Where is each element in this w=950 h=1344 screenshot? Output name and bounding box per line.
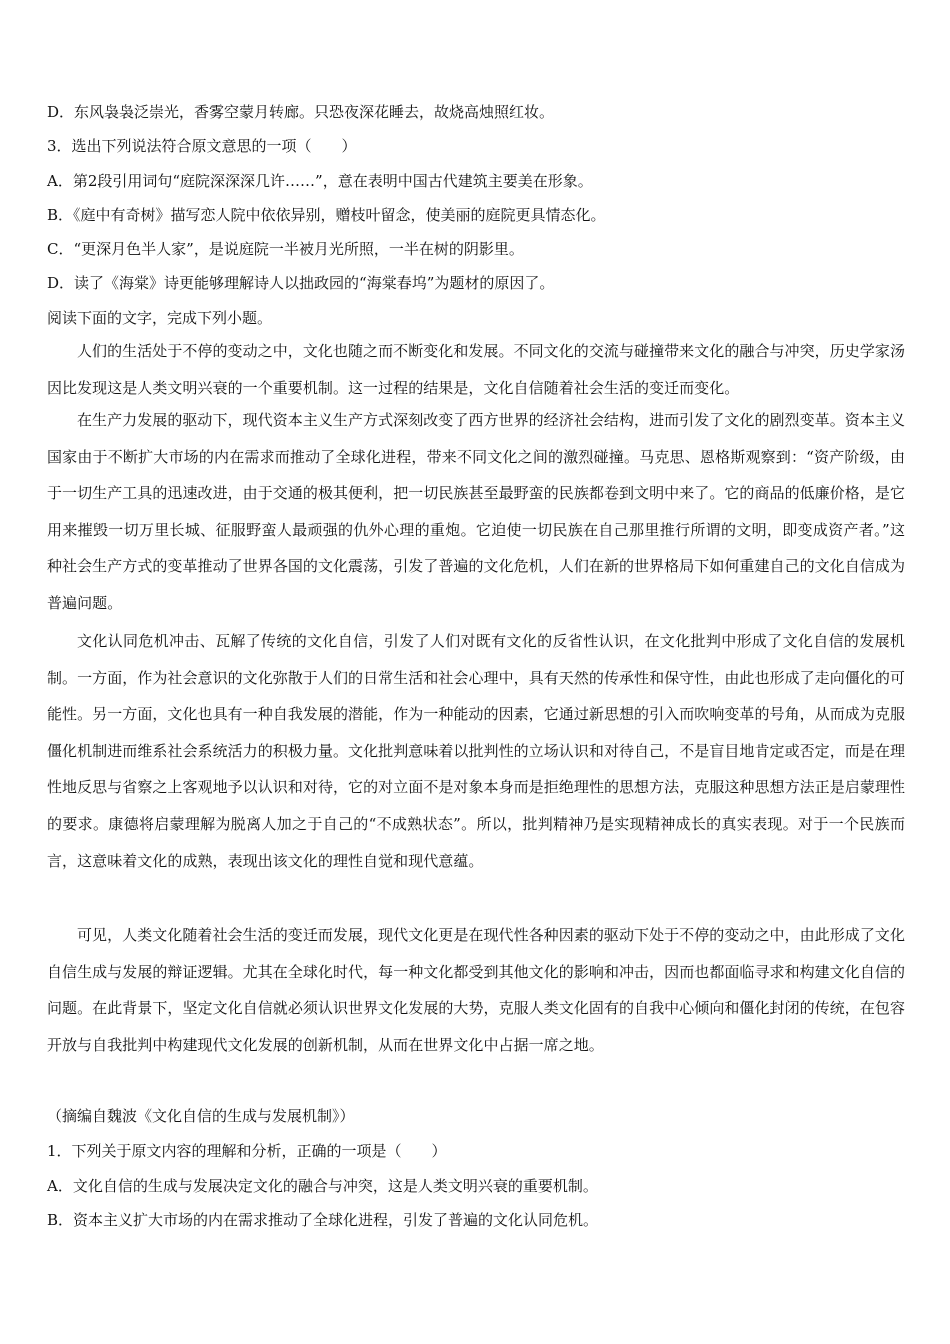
q3-option-c: C．“更深月色半人家”，是说庭院一半被月光所照，一半在树的阴影里。 [47, 240, 524, 258]
q3-option-a: A．第2段引用词句“庭院深深深几许……”，意在表明中国古代建筑主要美在形象。 [47, 172, 593, 190]
article-paragraph-3: 文化认同危机冲击、瓦解了传统的文化自信，引发了人们对既有文化的反省性认识，在文化批判中形成了文化自信的发展机制。一方面，作为社会意识的文化弥散于人们的日常生活和社会心理中，具有天然的传承性和保守性，由此也形成了走向僵化的可能性。另一方面，文化也具有一种自我发展的潜能，作为一种能动的因素，它通过新思想的引入而吹响变革的号角，从而成为克服僵化机制进而维系社会系统活力的积极力量。文化批判意味着以批判性的立场认识和对待自己，不是盲目地肯定或否定，而是在理性地反思与省察之上客观地予以认识和对待，它的对立面不是对象本身而是拒绝理性的思想方法，克服这种思想方法正是启蒙理性的要求。康德将启蒙理解为脱离人加之于自己的“不成熟状态”。所以，批判精神乃是实现精神成长的真实表现。对于一个民族而言，这意味着文化的成熟，表现出该文化的理性自觉和现代意蕴。 [47, 632, 905, 870]
q1-stem: 1．下列关于原文内容的理解和分析，正确的一项是（ ） [47, 1142, 447, 1160]
article-source: （摘编自魏波《文化自信的生成与发展机制》） [47, 1107, 355, 1125]
reading-intro: 阅读下面的文字，完成下列小题。 [47, 309, 273, 327]
article-paragraph-1: 人们的生活处于不停的变动之中，文化也随之而不断变化和发展。不同文化的交流与碰撞带来文化的融合与冲突，历史学家汤因比发现这是人类文明兴衰的一个重要机制。这一过程的结果是，文化自信随着社会生活的变迁而变化。 [47, 342, 905, 397]
q3-option-d: D．读了《海棠》诗更能够理解诗人以拙政园的“海棠春坞”为题材的原因了。 [47, 274, 555, 292]
q3-option-b: B．《庭中有奇树》描写恋人院中依依异别，赠枝叶留念，使美丽的庭院更具情态化。 [47, 206, 606, 224]
q2-option-d: D．东风袅袅泛崇光，香雾空蒙月转廊。只恐夜深花睡去，故烧高烛照红妆。 [47, 103, 555, 121]
q1-option-a: A．文化自信的生成与发展决定文化的融合与冲突，这是人类文明兴衰的重要机制。 [47, 1177, 598, 1195]
article-paragraph-4: 可见，人类文化随着社会生活的变迁而发展，现代文化更是在现代性各种因素的驱动下处于不停的变动之中，由此形成了文化自信生成与发展的辩证逻辑。尤其在全球化时代，每一种文化都受到其他文化的影响和冲击，因而也都面临寻求和构建文化自信的问题。在此背景下，坚定文化自信就必须认识世界文化发展的大势，克服人类文化固有的自我中心倾向和僵化封闭的传统，在包容开放与自我批判中构建现代文化发展的创新机制，从而在世界文化中占据一席之地。 [47, 926, 905, 1054]
q3-stem: 3．选出下列说法符合原文意思的一项（ ） [47, 137, 357, 155]
article-paragraph-2: 在生产力发展的驱动下，现代资本主义生产方式深刻改变了西方世界的经济社会结构，进而引发了文化的剧烈变革。资本主义国家由于不断扩大市场的内在需求而推动了全球化进程，带来不同文化之间的激烈碰撞。马克思、恩格斯观察到：“资产阶级，由于一切生产工具的迅速改进，由于交通的极其便利，把一切民族甚至最野蛮的民族都卷到文明中来了。它的商品的低廉价格，是它用来摧毁一切万里长城、征服野蛮人最顽强的仇外心理的重炮。它迫使一切民族在自己那里推行所谓的文明，即变成资产者。”这种社会生产方式的变革推动了世界各国的文化震荡，引发了普遍的文化危机，人们在新的世界格局下如何重建自己的文化自信成为普遍问题。 [47, 411, 905, 612]
q1-option-b: B．资本主义扩大市场的内在需求推动了全球化进程，引发了普遍的文化认同危机。 [47, 1211, 599, 1229]
